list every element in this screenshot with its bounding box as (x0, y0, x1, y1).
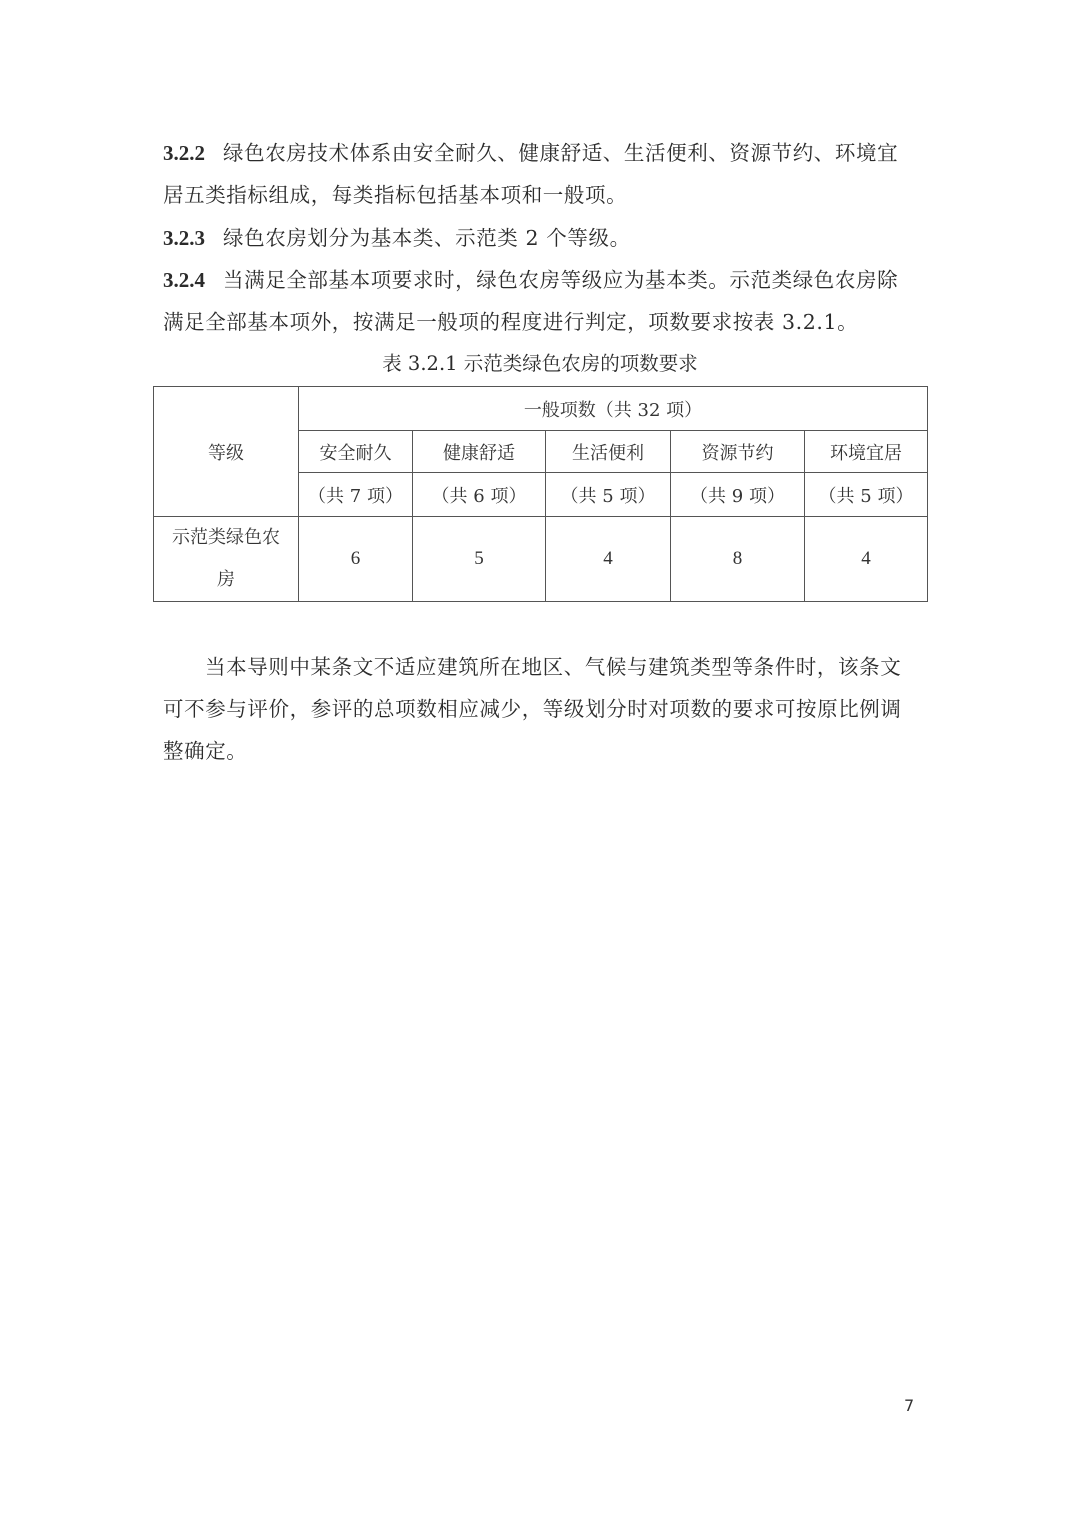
column-total: （共 5 项） (546, 473, 671, 517)
page-number: 7 (904, 1396, 915, 1415)
group-header-cell: 一般项数（共 32 项） (299, 387, 928, 431)
clause-3-2-4-line-2: 满足全部基本项外，按满足一般项的程度进行判定，项数要求按表 3.2.1。 (163, 310, 859, 334)
column-header: 生活便利 (546, 431, 671, 473)
clause-number: 3.2.2 (163, 141, 205, 165)
column-total: （共 7 项） (299, 473, 413, 517)
table-cell: 6 (299, 517, 413, 602)
column-total: （共 5 项） (805, 473, 928, 517)
clause-3-2-2-line-1 (163, 141, 898, 165)
column-header: 健康舒适 (413, 431, 546, 473)
requirements-table (153, 386, 928, 602)
column-total: （共 9 项） (671, 473, 805, 517)
note-line-1: 当本导则中某条文不适应建筑所在地区、气候与建筑类型等条件时，该条文 (205, 655, 902, 679)
table-cell: 4 (805, 517, 928, 602)
clause-3-2-2-line-2: 居五类指标组成，每类指标包括基本项和一般项。 (163, 183, 628, 207)
clause-text: 绿色农房划分为基本类、示范类 2 个等级。 (223, 226, 631, 250)
column-header: 资源节约 (671, 431, 805, 473)
clause-3-2-3-line-1 (163, 226, 631, 250)
table-cell: 5 (413, 517, 546, 602)
column-total: （共 6 项） (413, 473, 546, 517)
table-cell: 4 (546, 517, 671, 602)
clause-text: 当满足全部基本项要求时，绿色农房等级应为基本类。示范类绿色农房除 (223, 268, 899, 292)
note-line-3: 整确定。 (163, 739, 248, 763)
row-label-line-2: 房 (217, 569, 235, 590)
row-label-cell (154, 517, 299, 602)
table-caption: 表 3.2.1 示范类绿色农房的项数要求 (382, 352, 698, 375)
clause-number: 3.2.3 (163, 226, 205, 250)
table-row (154, 517, 928, 602)
note-line-2: 可不参与评价，参评的总项数相应减少，等级划分时对项数的要求可按原比例调 (163, 697, 902, 721)
clause-number: 3.2.4 (163, 268, 205, 292)
clause-3-2-4-line-1 (163, 268, 898, 292)
column-header: 环境宜居 (805, 431, 928, 473)
column-header: 安全耐久 (299, 431, 413, 473)
table-cell: 8 (671, 517, 805, 602)
row-header-cell: 等级 (154, 387, 299, 517)
row-label-line-1: 示范类绿色农 (172, 527, 280, 548)
clause-text: 绿色农房技术体系由安全耐久、健康舒适、生活便利、资源节约、环境宜 (223, 141, 899, 165)
